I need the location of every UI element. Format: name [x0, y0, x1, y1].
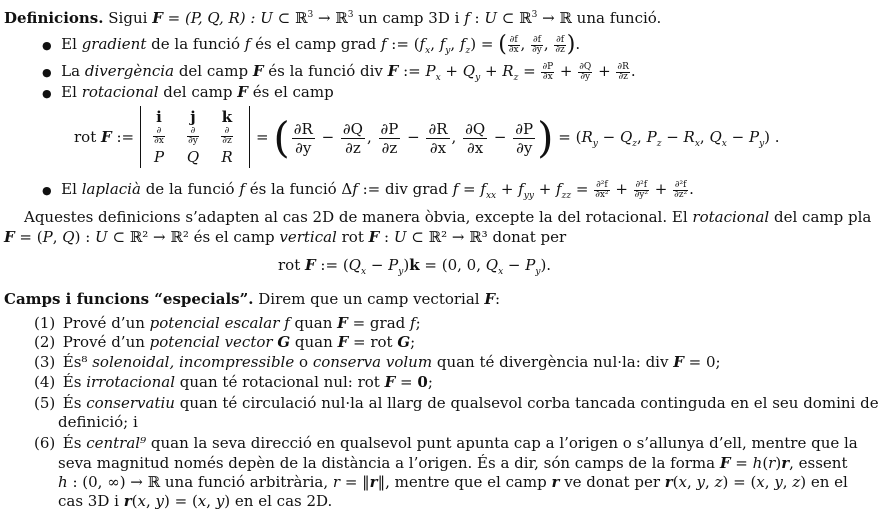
para-2d-text2: del camp pla [774, 208, 872, 226]
item-number: (6) [34, 434, 56, 452]
item-term: central⁹ [86, 434, 147, 452]
intro-text-2: un camp 3D i [358, 9, 460, 27]
gradient-pre: El [61, 35, 77, 53]
divergence-term: divergència [84, 62, 175, 80]
intro-text-3: → ℝ una funció. [537, 9, 662, 27]
rotational-bullet: ● El rotacional del camp F és el camp [42, 83, 334, 101]
divergence-bullet: ● La divergència del camp F és la funció div F := $P_x + Q_y + R_z$ = $\frac{\partial P}{\partial x}$ + $\frac{\partial Q}{\partial y}$ + $\frac{\partial R}{\partial z}$ . [42, 61, 636, 83]
laplacian-term: laplacià [81, 180, 141, 198]
special-item-6-cont2: h : (0, ∞) → ℝ una funció arbitrària, r = ‖r‖, mentre que el camp r ve donat per r(x, y, z) = (x, y, z) en el [58, 473, 848, 491]
laplacian-pre: El [61, 180, 77, 198]
item-term: potencial vector [149, 333, 273, 351]
item-text: seva magnitud només depèn de la distància a l’origen. És a dir, són camps de la forma [58, 454, 716, 472]
laplacian-mid: de la funció [145, 180, 235, 198]
gradient-bullet: ● El gradient de la funció f és el camp grad f := ($f_x$, $f_y$, $f_z$) = ( $\frac{\partial f}{\partial x}$ , $\frac{\partial f}{\partial y}$ , $\frac{\partial f}{\partial z}$ ). [42, 32, 581, 57]
special-item-6-cont3: cas 3D i r(x, y) = (x, y) en el cas 2D. [58, 492, 333, 510]
rot-label: rot F := [74, 128, 135, 146]
special-item-5 [34, 394, 879, 412]
item-number: (2) [34, 333, 56, 351]
item-text: o [299, 353, 309, 371]
gradient-term: gradient [81, 35, 147, 53]
item-number: (3) [34, 353, 56, 371]
laplacian-post: és la funció Δ [249, 180, 353, 198]
item-number: (4) [34, 373, 56, 391]
item-term: irrotacional [86, 373, 175, 391]
definitions-heading: Definicions. [4, 9, 104, 27]
item-text: definició; i [58, 413, 138, 431]
special-item-6 [34, 434, 858, 452]
rot-expansion: = ( $\frac{\partial R}{\partial y}$ − $\frac{\partial Q}{\partial z}$ , $\frac{\partial P}{\partial z}$ − $\frac{\partial R}{\partial x}$ , $\frac{\partial Q}{\partial x}$ − $\frac{\partial P}{\partial y}$ ) = ($R_y - Q_z$, $P_z - R_x$, $Q_x - P_y$) . [256, 113, 780, 162]
intro-text: Sigui [108, 9, 148, 27]
rot-label-text: rot [74, 128, 97, 146]
laplacian-bullet: ● El laplacià de la funció f és la funció Δf := div grad $f = f_{xx} + f_{yy} + f_{zz}$ = $\frac{\text{∂²f}}{\text{∂x²}}$ + $\frac{\text{∂²f}}{\text{∂y²}}$ + $\frac{\text{∂²f}}{\text{∂z²}}$ . [42, 179, 694, 201]
rotational-pre: El [61, 83, 77, 101]
item-text: Prové d’un [62, 333, 145, 351]
divergence-post: és la funció div [268, 62, 383, 80]
special-item-4: (4) És irrotacional quan té rotacional nul: rot F = 0; [34, 373, 433, 391]
item-term: conservatiu [86, 394, 175, 412]
rotational-term: rotacional [81, 83, 159, 101]
definitions-line: Definicions. Sigui F = (P, Q, R) : U ⊂ ℝ$^3$ → ℝ$^3$ un camp 3D i f : U ⊂ ℝ$^3$ → ℝ una funció. [4, 9, 662, 27]
item-text: quan té rotacional nul: rot [179, 373, 380, 391]
divergence-mid: del camp [178, 62, 249, 80]
item-text: quan la seva direcció en qualsevol punt apunta cap a l’origen o s’allunya d’ell, mentre que la [150, 434, 858, 452]
item-text: És [62, 373, 82, 391]
para-2d-vertical-term: vertical [279, 228, 337, 246]
special-item-2: (2) Prové d’un potencial vector G quan F = rot G; [34, 333, 416, 351]
para-2d-line1 [24, 208, 871, 226]
item-term: conserva volum [312, 353, 433, 371]
special-item-6-cont1: seva magnitud només depèn de la distància a l’origen. És a dir, són camps de la forma F = h(r)r, essent [58, 454, 848, 472]
special-intro: Direm que un camp vectorial [258, 290, 480, 308]
item-text: Prové d’un [62, 314, 145, 332]
special-item-5-cont [58, 413, 138, 431]
item-text: És⁸ [62, 353, 88, 371]
gradient-f: f [244, 35, 251, 53]
item-text: quan té circulació nul·la al llarg de qualsevol corba tancada continguda en el seu domini de [179, 394, 879, 412]
special-heading: Camps i funcions “especials”. [4, 290, 254, 308]
rot-2d-formula: rot F := $(Q_x - P_y)k = (0$, 0, $Q_x - P_y$). [278, 256, 552, 277]
item-text: És [62, 434, 82, 452]
gradient-mid: de la funció [151, 35, 241, 53]
special-item-3: (3) És⁸ solenoidal, incompressible o conserva volum quan té divergència nul·la: div F = 0; [34, 353, 721, 371]
para-2d-text1: Aquestes definicions s’adapten al cas 2D de manera òbvia, excepte la del rotacional. El [24, 208, 688, 226]
gradient-post: és el camp grad [255, 35, 377, 53]
item-text: És [62, 394, 82, 412]
item-term: solenoidal, incompressible [92, 353, 295, 371]
field-F-definition: F [152, 9, 163, 27]
rotational-post: del camp [163, 83, 233, 101]
special-heading-line: Camps i funcions “especials”. Direm que un camp vectorial F: [4, 290, 501, 308]
para-2d-line2: F = (P, Q) : U ⊂ ℝ² → ℝ² és el camp vertical rot F : U ⊂ ℝ² → ℝ³ donat per [4, 228, 567, 246]
item-text: quan té divergència nul·la: div [436, 353, 669, 371]
rotational-end: és el camp [252, 83, 334, 101]
rot-determinant: i j k $\frac{\partial}{\partial x}$ $\frac{\partial}{\partial y}$ $\frac{\partial}{\partial z}$ P Q R [140, 106, 250, 168]
item-term: potencial escalar [149, 314, 280, 332]
special-item-1: (1) Prové d’un potencial escalar f quan F = grad f; [34, 314, 421, 332]
para-2d-rot-term: rotacional [692, 208, 770, 226]
item-number: (1) [34, 314, 56, 332]
divergence-pre: La [61, 62, 81, 80]
item-number: (5) [34, 394, 56, 412]
